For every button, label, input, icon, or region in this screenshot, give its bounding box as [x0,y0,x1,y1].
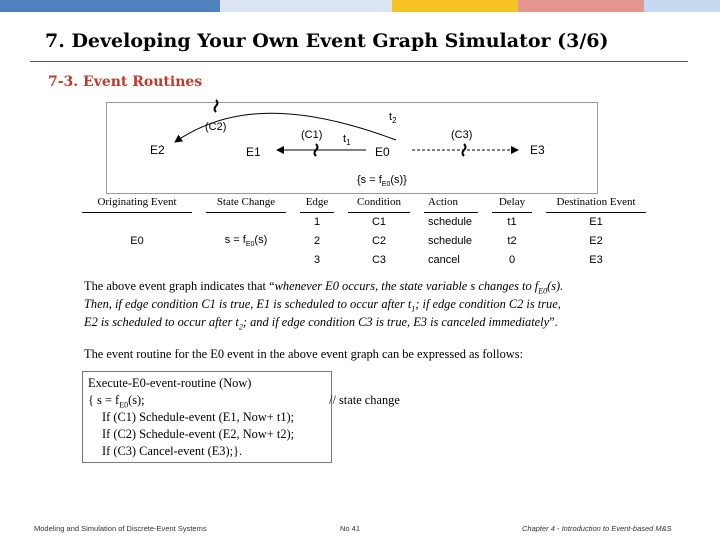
label-t1 [343,133,351,147]
label-c2: (C2) [205,121,227,133]
explanation-line-3 [84,314,558,335]
state-suffix: (s)} [390,174,407,186]
header-delay: Delay [492,193,532,212]
para1-italic: E2 is scheduled to occur after t [84,315,239,329]
condition-cell: C2 [371,234,387,247]
t1-letter: t [343,133,347,145]
label-c1: (C1) [301,129,323,141]
para1-italic: ; and if edge condition C3 is true, E3 is canceled immediately [242,315,550,329]
state-change-cell [206,212,286,269]
state-cell-subscript: E0 [245,240,255,248]
code-line: If (C1) Schedule-event (E1, Now+ t1); [102,410,295,424]
action-cell: schedule [428,215,473,228]
t2-letter: t [389,111,393,123]
condition-mark-c1 [315,144,318,156]
header-destination-event: Destination Event [546,193,646,212]
event-routine-table [82,193,646,269]
code-line: If (C3) Cancel-event (E3);}. [102,444,243,458]
condition-cell: C1 [371,215,387,228]
destination-cell: E2 [589,234,603,247]
footer-left: Modeling and Simulation of Discrete-Event Systems [34,524,207,533]
code-line-suffix: (s); [128,393,145,407]
header-edge: Edge [300,193,334,212]
condition-mark-c2 [215,100,218,112]
action-cell: cancel [428,253,460,266]
table-header-row [82,193,646,212]
node-e3: E3 [530,143,545,157]
para1-text: The above event graph indicates that “ [84,279,275,293]
para1-italic: ; if edge condition C2 is true, [415,297,561,311]
state-cell-prefix: s = f [224,233,246,246]
edge-cell: 2 [313,234,321,247]
label-t2 [389,111,397,125]
state-cell-suffix: (s) [254,233,268,246]
code-line-prefix: { s = f [88,393,120,407]
page-title: 7. Developing Your Own Event Graph Simulator (3/6) [45,30,609,52]
header-condition: Condition [348,193,410,212]
header-action: Action [424,193,478,212]
footer-right: Chapter 4 - Introduction to Event-based M&S [522,524,672,533]
t2-subscript: 2 [392,116,397,126]
para1-italic: Then, if edge condition C1 is true, E1 is scheduled to occur after t [84,297,412,311]
header-state-change: State Change [206,193,286,212]
action-cell: schedule [428,234,473,247]
destination-cell: E1 [589,215,603,228]
footer-page-number: No 41 [340,524,361,533]
delay-cell: t1 [507,215,517,228]
para1-italic: (s). [547,279,564,293]
destination-cell: E3 [589,253,603,266]
code-line: If (C2) Schedule-event (E2, Now+ t2); [102,427,295,441]
para1-subscript: 2 [238,322,243,332]
para1-subscript: 1 [411,304,416,314]
node-e1: E1 [246,145,261,159]
edge-cell: 3 [313,253,321,266]
para1-italic: whenever E0 occurs, the state variable s changes to f [274,279,539,293]
code-line: Execute-E0-event-routine (Now) [88,376,252,390]
para1-subscript: E0 [538,286,548,296]
para1-text: ”. [549,315,558,329]
node-e2: E2 [150,143,165,157]
state-change-label [357,174,407,188]
state-subscript: E0 [381,181,391,189]
delay-cell: 0 [508,253,516,266]
code-subscript: E0 [119,400,129,410]
condition-mark-c3 [463,144,466,156]
code-comment: // state change [329,393,400,407]
origin-event-cell: E0 [130,234,144,247]
table-row [82,212,646,231]
label-c3: (C3) [451,129,473,141]
node-e0: E0 [375,145,390,159]
code-line [88,393,145,409]
edge-cell: 1 [313,215,321,228]
routine-intro-text: The event routine for the E0 event in the above event graph can be expressed as follows: [84,347,524,361]
condition-cell: C3 [371,253,387,266]
delay-cell: t2 [507,234,517,247]
header-originating-event: Originating Event [82,193,192,212]
section-subtitle: 7-3. Event Routines [48,74,203,90]
t1-subscript: 1 [346,138,351,148]
state-prefix: {s = f [357,174,382,186]
